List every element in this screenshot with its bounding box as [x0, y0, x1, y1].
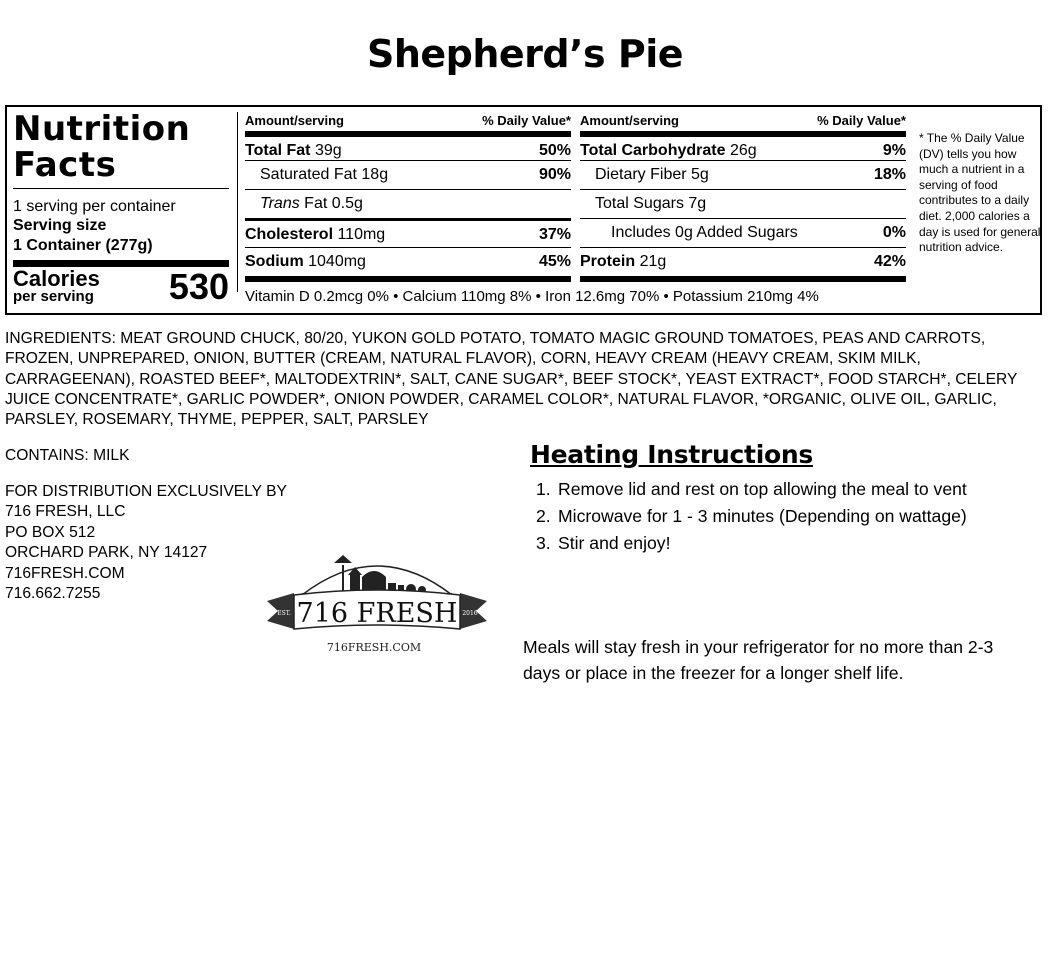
nutrient-amount: 5g: [691, 166, 709, 183]
distributor-info: [5, 482, 287, 604]
nutrient-amount: 1040mg: [308, 253, 366, 270]
step-number: 3.: [536, 533, 551, 553]
heating-step: [536, 503, 986, 529]
nutrition-facts-label: [5, 105, 1042, 315]
servings-per-container: 1 serving per container: [13, 198, 176, 215]
nutrient-name: Total Carbohydrate: [580, 142, 726, 159]
nutrient-row-sodium: [245, 247, 571, 276]
nutrient-name: Total Fat: [245, 142, 311, 159]
step-number: 2.: [536, 506, 551, 526]
nutrient-row-saturated-fat: [245, 160, 571, 189]
amount-header: Amount/serving: [580, 113, 679, 128]
nutrient-column-left: [245, 111, 571, 282]
nutrient-header: [580, 111, 906, 131]
nutrient-name: Saturated Fat: [260, 166, 357, 183]
nutrient-name: Sodium: [245, 253, 304, 270]
nutrition-left-column: [13, 111, 229, 311]
step-number: 1.: [536, 479, 551, 499]
nutrient-row-dietary-fiber: [580, 160, 906, 189]
serving-size-value: 1 Container (277g): [13, 237, 153, 254]
logo-brand-text: 716 FRESH: [296, 598, 458, 629]
nutrient-dv: 37%: [538, 226, 571, 243]
nutrient-name: Total Sugars: [595, 195, 684, 212]
nutrient-dv: 90%: [538, 166, 571, 183]
nutrient-dv: 18%: [873, 166, 906, 183]
nutrient-name: Includes 0g Added Sugars: [611, 224, 798, 241]
nutrient-amount: 18g: [361, 166, 389, 183]
nutrient-name: Protein: [580, 253, 636, 270]
nutrient-amount: 21g: [639, 253, 667, 270]
nutrient-name: Trans: [260, 195, 300, 212]
nutrient-dv: 50%: [538, 142, 571, 159]
nutrient-row-added-sugars: [580, 218, 906, 247]
nutrition-heading-line2: Facts: [13, 145, 117, 185]
distributor-phone: 716.662.7255: [5, 585, 101, 603]
nutrition-heading: [13, 111, 229, 183]
storage-note: Meals will stay fresh in your refrigerator for no more than 2-3 days or place in the freezer for a longer shelf life.: [523, 637, 994, 683]
distributor-website: 716FRESH.COM: [5, 564, 125, 582]
nutrient-amount: 7g: [688, 195, 707, 212]
serving-size-label: Serving size: [13, 217, 107, 234]
nutrient-dv: 9%: [882, 142, 906, 159]
heating-steps-list: [536, 476, 986, 557]
amount-header: Amount/serving: [245, 113, 344, 128]
distributor-po-box: PO BOX 512: [5, 523, 96, 541]
nutrient-amount: 39g: [314, 142, 342, 159]
brand-logo: [262, 545, 492, 657]
nutrient-row-total-carbohydrate: [580, 131, 906, 160]
nutrient-amount: Fat 0.5g: [304, 195, 363, 212]
nutrient-row-total-fat: [245, 131, 571, 160]
daily-value-header: % Daily Value*: [482, 113, 571, 128]
nutrient-row-cholesterol: [245, 218, 571, 247]
logo-est-left: EST.: [277, 610, 291, 617]
daily-value-footnote: * The % Daily Value (DV) tells you how much a nutrient in a serving of food contributes to a daily diet. 2,000 calories a day is used for general nutrition advice.: [919, 131, 1041, 255]
allergen-statement: CONTAINS: MILK: [5, 447, 130, 464]
page-title: Shepherd’s Pie: [366, 32, 684, 76]
step-text: Microwave for 1 - 3 minutes (Depending on wattage): [558, 506, 967, 526]
nutrient-dv: 42%: [873, 253, 906, 270]
nutrient-amount: 110mg: [337, 226, 386, 243]
daily-value-header: % Daily Value*: [817, 113, 906, 128]
heating-step: [536, 476, 986, 502]
divider: [580, 276, 906, 282]
nutrient-dv: 45%: [538, 253, 571, 270]
calories-row: [13, 267, 229, 311]
nutrient-name: Dietary Fiber: [595, 166, 687, 183]
logo-url-text: 716FRESH.COM: [326, 641, 422, 654]
step-text: Remove lid and rest on top allowing the meal to vent: [558, 479, 967, 499]
vitamins-minerals: Vitamin D 0.2mcg 0% • Calcium 110mg 8% • Iron 12.6mg 70% • Potassium 210mg 4%: [245, 288, 819, 305]
heating-instructions-title: Heating Instructions: [530, 440, 813, 469]
heating-step: [536, 530, 986, 556]
calories-value: 530: [168, 266, 229, 307]
calories-sub-label: per serving: [13, 288, 94, 305]
nutrient-dv: 0%: [882, 224, 906, 241]
nutrient-row-protein: [580, 247, 906, 276]
distributor-line: FOR DISTRIBUTION EXCLUSIVELY BY: [5, 483, 287, 500]
logo-est-right: 2016: [462, 610, 478, 617]
divider: [245, 276, 571, 282]
column-divider: [237, 112, 238, 292]
distributor-name: 716 FRESH, LLC: [5, 503, 126, 521]
divider: [13, 188, 229, 189]
step-text: Stir and enjoy!: [558, 533, 671, 553]
ingredients-text: INGREDIENTS: MEAT GROUND CHUCK, 80/20, YUKON GOLD POTATO, TOMATO MAGIC GROUND TOMATOES, PEAS AND CARROTS, FROZEN, UNPREPARED, ONION, BUTTER (CREAM, NATURAL FLAVOR), CORN, HEAVY CREAM (HEAVY CREAM, SKIM MILK, CARRAGEENAN), ROASTED BEEF*, MALTODEXTRIN*, SALT, CANE SUGAR*, BEEF STOCK*, YEAST EXTRACT*, FOOD STARCH*, CELERY JUICE CONCENTRATE*, GARLIC POWDER*, ONION POWDER, CARAMEL COLOR*, NATURAL FLAVOR, *ORGANIC, OLIVE OIL, GARLIC, PARSLEY, ROSEMARY, THYME, PEPPER, SALT, PARSLEY: [5, 330, 1018, 429]
nutrient-row-trans-fat: [245, 189, 571, 218]
nutrient-row-total-sugars: [580, 189, 906, 218]
calories-label: Calories: [13, 266, 100, 291]
nutrient-column-right: [580, 111, 906, 282]
nutrition-heading-line1: Nutrition: [13, 109, 191, 149]
distributor-city: ORCHARD PARK, NY 14127: [5, 544, 208, 562]
nutrient-header: [245, 111, 571, 131]
nutrient-name: Cholesterol: [245, 226, 334, 243]
nutrient-amount: 26g: [729, 142, 757, 159]
